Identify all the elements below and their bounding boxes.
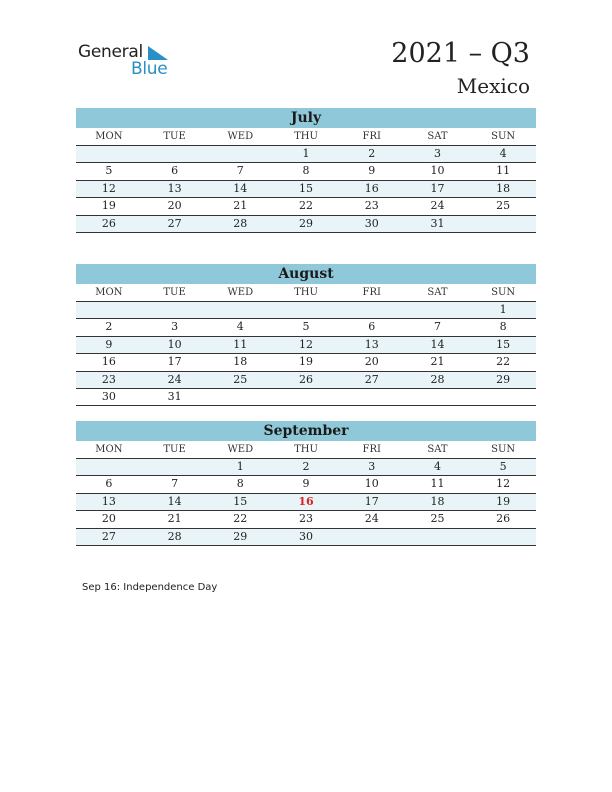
day-cell: 26 bbox=[101, 216, 116, 230]
week-row bbox=[76, 476, 536, 493]
day-cell: 10 bbox=[364, 477, 379, 491]
weekday-label: SAT bbox=[427, 131, 448, 142]
weekday-label: SAT bbox=[427, 287, 448, 298]
weekday-label: MON bbox=[95, 287, 123, 298]
day-cell: 19 bbox=[299, 355, 314, 369]
day-cell: 31 bbox=[430, 216, 445, 230]
week-row bbox=[76, 198, 536, 215]
day-cell: 10 bbox=[167, 337, 182, 351]
day-cell: 3 bbox=[368, 460, 376, 473]
day-cell: 29 bbox=[299, 216, 314, 230]
day-cell bbox=[207, 389, 273, 405]
day-cell: 28 bbox=[430, 372, 445, 386]
holiday-day-cell: 16 bbox=[298, 494, 314, 508]
day-cell bbox=[207, 302, 273, 318]
week-row bbox=[76, 302, 536, 319]
day-cell: 1 bbox=[499, 303, 507, 316]
day-cell: 13 bbox=[167, 181, 182, 195]
day-cell: 5 bbox=[105, 164, 113, 178]
weekday-label: WED bbox=[227, 131, 254, 142]
day-cell bbox=[339, 529, 405, 545]
day-cell: 18 bbox=[496, 181, 511, 195]
day-cell bbox=[76, 459, 142, 475]
day-cell: 17 bbox=[364, 494, 379, 508]
day-cell: 6 bbox=[171, 164, 179, 178]
weekday-label: MON bbox=[95, 444, 123, 455]
day-cell: 20 bbox=[167, 199, 182, 213]
generalblue-logo bbox=[78, 42, 178, 82]
day-cell: 29 bbox=[496, 372, 511, 386]
weekday-label: FRI bbox=[362, 131, 381, 142]
day-cell bbox=[76, 302, 142, 318]
day-cell: 14 bbox=[430, 337, 445, 351]
day-cell: 25 bbox=[430, 512, 445, 526]
day-cell: 7 bbox=[236, 164, 244, 178]
day-cell: 1 bbox=[302, 147, 310, 160]
day-cell: 17 bbox=[430, 181, 445, 195]
day-cell: 4 bbox=[499, 147, 507, 160]
day-cell: 16 bbox=[101, 355, 116, 369]
day-cell: 4 bbox=[236, 320, 244, 334]
day-cell: 18 bbox=[430, 494, 445, 508]
day-cell: 30 bbox=[299, 529, 314, 543]
day-cell bbox=[142, 459, 208, 475]
day-cell: 15 bbox=[496, 337, 511, 351]
day-cell: 19 bbox=[496, 494, 511, 508]
weekday-label: SUN bbox=[491, 131, 516, 142]
day-cell: 6 bbox=[105, 477, 113, 491]
weekday-header-row bbox=[76, 441, 536, 459]
day-cell: 24 bbox=[364, 512, 379, 526]
day-cell: 26 bbox=[496, 512, 511, 526]
day-cell: 8 bbox=[302, 164, 310, 178]
weekday-label: MON bbox=[95, 131, 123, 142]
day-cell: 14 bbox=[167, 494, 182, 508]
week-row bbox=[76, 389, 536, 406]
day-cell: 16 bbox=[364, 181, 379, 195]
week-row bbox=[76, 372, 536, 389]
day-cell: 2 bbox=[105, 320, 113, 334]
day-cell: 25 bbox=[233, 372, 248, 386]
week-row bbox=[76, 529, 536, 546]
day-cell bbox=[405, 302, 471, 318]
day-cell: 6 bbox=[368, 320, 376, 334]
day-cell bbox=[339, 389, 405, 405]
week-row bbox=[76, 459, 536, 476]
day-cell: 7 bbox=[171, 477, 179, 491]
day-cell: 12 bbox=[496, 477, 511, 491]
logo-general-text: General bbox=[78, 42, 143, 62]
day-cell: 28 bbox=[167, 529, 182, 543]
day-cell: 15 bbox=[233, 494, 248, 508]
month-august bbox=[76, 264, 536, 406]
day-cell bbox=[405, 389, 471, 405]
day-cell: 17 bbox=[167, 355, 182, 369]
day-cell: 23 bbox=[364, 199, 379, 213]
weekday-label: THU bbox=[294, 287, 318, 298]
week-row bbox=[76, 511, 536, 528]
week-row bbox=[76, 181, 536, 198]
day-cell bbox=[470, 216, 536, 232]
day-cell: 31 bbox=[167, 389, 182, 403]
day-cell: 13 bbox=[101, 494, 116, 508]
day-cell bbox=[470, 389, 536, 405]
day-cell: 9 bbox=[302, 477, 310, 491]
day-cell: 30 bbox=[101, 389, 116, 403]
month-july bbox=[76, 108, 536, 233]
month-september bbox=[76, 421, 536, 546]
weekday-label: THU bbox=[294, 131, 318, 142]
day-cell: 9 bbox=[368, 164, 376, 178]
weekday-label: TUE bbox=[163, 131, 186, 142]
day-cell bbox=[273, 302, 339, 318]
day-cell: 27 bbox=[167, 216, 182, 230]
holiday-notes: Sep 16: Independence Day bbox=[82, 582, 218, 593]
day-cell: 20 bbox=[101, 512, 116, 526]
day-cell: 24 bbox=[167, 372, 182, 386]
weekday-label: FRI bbox=[362, 287, 381, 298]
day-cell: 22 bbox=[233, 512, 248, 526]
weekday-label: WED bbox=[227, 444, 254, 455]
day-cell: 1 bbox=[236, 460, 244, 473]
day-cell bbox=[405, 529, 471, 545]
day-cell: 25 bbox=[496, 199, 511, 213]
day-cell: 21 bbox=[430, 355, 445, 369]
day-cell: 27 bbox=[364, 372, 379, 386]
weekday-header-row bbox=[76, 128, 536, 146]
day-cell: 10 bbox=[430, 164, 445, 178]
day-cell: 7 bbox=[433, 320, 441, 334]
weekday-label: TUE bbox=[163, 444, 186, 455]
week-row bbox=[76, 494, 536, 511]
weekday-label: FRI bbox=[362, 444, 381, 455]
day-cell: 15 bbox=[299, 181, 314, 195]
weekday-label: SAT bbox=[427, 444, 448, 455]
day-cell: 8 bbox=[236, 477, 244, 491]
day-cell: 9 bbox=[105, 337, 113, 351]
day-cell bbox=[470, 529, 536, 545]
weekday-label: SUN bbox=[491, 287, 516, 298]
day-cell: 23 bbox=[299, 512, 314, 526]
week-row bbox=[76, 319, 536, 336]
day-cell: 30 bbox=[364, 216, 379, 230]
day-cell: 29 bbox=[233, 529, 248, 543]
day-cell: 22 bbox=[299, 199, 314, 213]
week-row bbox=[76, 163, 536, 180]
day-cell: 24 bbox=[430, 199, 445, 213]
page-title: 2021 – Q3 bbox=[391, 38, 530, 69]
month-header: July bbox=[76, 108, 536, 128]
day-cell bbox=[142, 146, 208, 162]
logo-blue-text: Blue bbox=[131, 59, 168, 79]
day-cell bbox=[142, 302, 208, 318]
week-row bbox=[76, 354, 536, 371]
weekday-label: SUN bbox=[491, 444, 516, 455]
month-header: September bbox=[76, 421, 536, 441]
day-cell: 22 bbox=[496, 355, 511, 369]
day-cell bbox=[207, 146, 273, 162]
day-cell: 5 bbox=[302, 320, 310, 334]
day-cell: 27 bbox=[101, 529, 116, 543]
day-cell: 21 bbox=[233, 199, 248, 213]
weekday-label: WED bbox=[227, 287, 254, 298]
day-cell: 8 bbox=[499, 320, 507, 334]
day-cell bbox=[273, 389, 339, 405]
day-cell: 28 bbox=[233, 216, 248, 230]
day-cell: 11 bbox=[233, 337, 248, 351]
day-cell: 3 bbox=[433, 147, 441, 160]
day-cell bbox=[76, 146, 142, 162]
day-cell bbox=[339, 302, 405, 318]
day-cell: 4 bbox=[433, 460, 441, 473]
week-row bbox=[76, 337, 536, 354]
day-cell: 19 bbox=[101, 199, 116, 213]
day-cell: 2 bbox=[302, 460, 310, 473]
day-cell: 11 bbox=[496, 164, 511, 178]
day-cell: 14 bbox=[233, 181, 248, 195]
day-cell: 5 bbox=[499, 460, 507, 473]
day-cell: 11 bbox=[430, 477, 445, 491]
day-cell: 21 bbox=[167, 512, 182, 526]
month-header: August bbox=[76, 264, 536, 284]
week-row bbox=[76, 146, 536, 163]
weekday-label: THU bbox=[294, 444, 318, 455]
weekday-label: TUE bbox=[163, 287, 186, 298]
day-cell: 23 bbox=[101, 372, 116, 386]
day-cell: 12 bbox=[299, 337, 314, 351]
day-cell: 13 bbox=[364, 337, 379, 351]
day-cell: 2 bbox=[368, 147, 376, 160]
day-cell: 3 bbox=[171, 320, 179, 334]
weekday-header-row bbox=[76, 284, 536, 302]
day-cell: 18 bbox=[233, 355, 248, 369]
week-row bbox=[76, 216, 536, 233]
day-cell: 20 bbox=[364, 355, 379, 369]
day-cell: 12 bbox=[101, 181, 116, 195]
day-cell: 26 bbox=[299, 372, 314, 386]
country-name: Mexico bbox=[456, 74, 530, 98]
